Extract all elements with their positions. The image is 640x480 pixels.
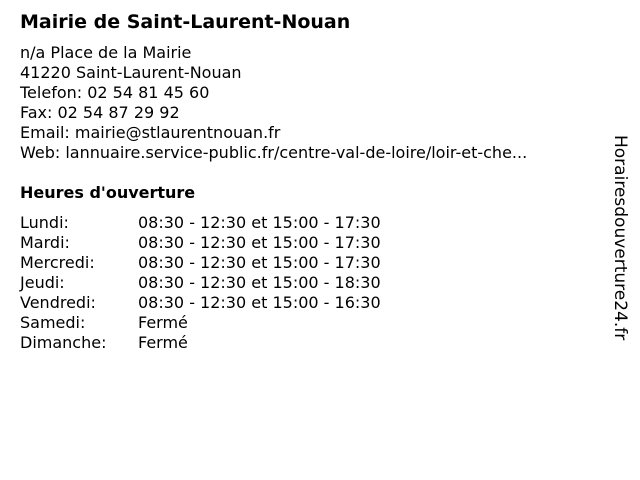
day-hours: 08:30 - 12:30 et 15:00 - 17:30 [138,253,381,272]
day-label: Dimanche: [20,333,107,352]
day-hours: Fermé [138,333,188,352]
site-watermark: Horairesdouverture24.fr [610,135,630,341]
address-street: n/a Place de la Mairie [20,43,192,62]
day-hours: Fermé [138,313,188,332]
day-label: Samedi: [20,313,86,332]
day-label: Vendredi: [20,293,96,312]
day-label: Jeudi: [20,273,65,292]
day-label: Mardi: [20,233,70,252]
web-address: Web: lannuaire.service-public.fr/centre-val-de-loire/loir-et-che... [20,143,528,162]
page-title: Mairie de Saint-Laurent-Nouan [20,11,351,33]
email-address: Email: mairie@stlaurentnouan.fr [20,123,281,142]
address-city: 41220 Saint-Laurent-Nouan [20,63,242,82]
hours-heading: Heures d'ouverture [20,183,196,202]
day-hours: 08:30 - 12:30 et 15:00 - 16:30 [138,293,381,312]
day-hours: 08:30 - 12:30 et 15:00 - 17:30 [138,213,381,232]
day-label: Mercredi: [20,253,95,272]
day-label: Lundi: [20,213,69,232]
fax-number: Fax: 02 54 87 29 92 [20,103,180,122]
contact-block [20,43,527,163]
day-hours: 08:30 - 12:30 et 15:00 - 17:30 [138,233,381,252]
day-hours: 08:30 - 12:30 et 15:00 - 18:30 [138,273,381,292]
phone-number: Telefon: 02 54 81 45 60 [20,83,210,102]
